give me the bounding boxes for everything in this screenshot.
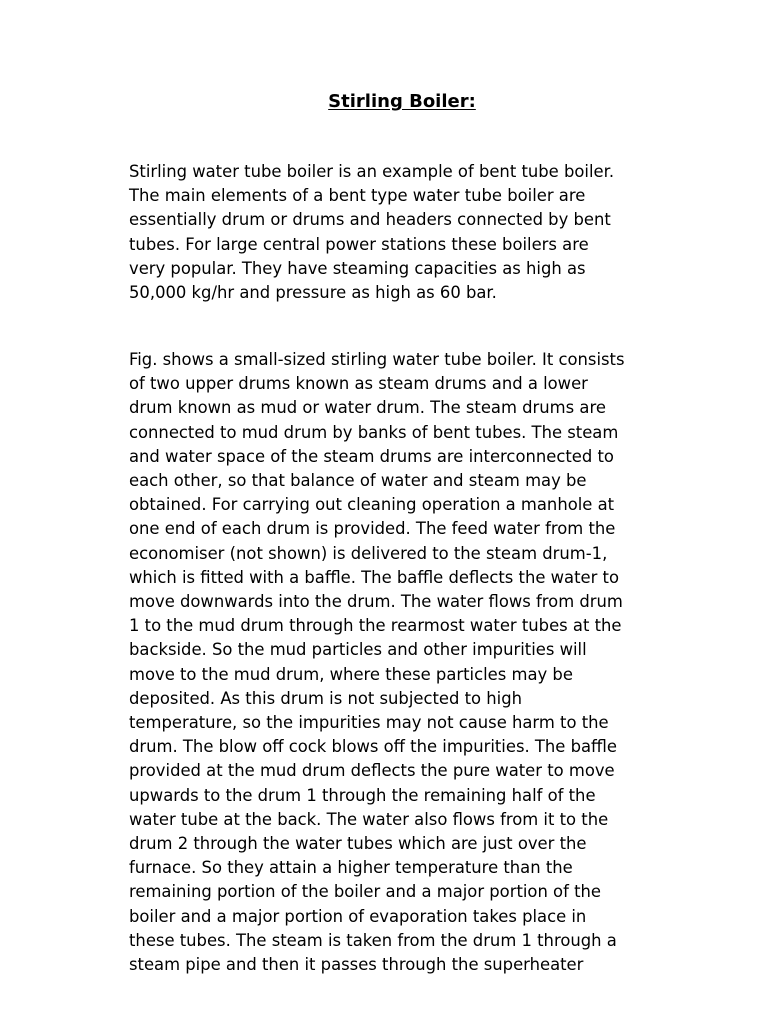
text-line: economiser (not shown) is delivered to the steam drum-1, (129, 543, 608, 563)
text-line: essentially drum or drums and headers connected by bent (129, 210, 611, 230)
text-line: water tube at the back. The water also flows from it to the (129, 809, 609, 829)
text-line: connected to mud drum by banks of bent tubes. The steam (129, 422, 619, 442)
text-line: one end of each drum is provided. The feed water from the (129, 519, 616, 539)
text-line: move to the mud drum, where these particles may be (129, 664, 573, 684)
text-line: deposited. As this drum is not subjected to high (129, 688, 522, 708)
text-line: remaining portion of the boiler and a major portion of the (129, 882, 601, 902)
text-line: provided at the mud drum deflects the pure water to move (129, 761, 615, 781)
text-line: temperature, so the impurities may not cause harm to the (129, 713, 609, 733)
page-title: Stirling Boiler: (328, 91, 476, 112)
text-line: obtained. For carrying out cleaning operation a manhole at (129, 495, 615, 515)
paragraph-intro (129, 160, 614, 305)
text-line: steam pipe and then it passes through the superheater (129, 955, 584, 975)
paragraph-description (129, 348, 625, 977)
text-line: backside. So the mud particles and other impurities will (129, 640, 587, 660)
text-line: The main elements of a bent type water tube boiler are (129, 186, 586, 206)
text-line: 1 to the mud drum through the rearmost water tubes at the (129, 616, 622, 636)
text-line: Fig. shows a small-sized stirling water tube boiler. It consists (129, 350, 625, 369)
text-line: furnace. So they attain a higher temperature than the (129, 858, 573, 878)
text-line: which is fitted with a baffle. The baffle deflects the water to (129, 567, 620, 587)
text-line: drum. The blow off cock blows off the impurities. The baffle (129, 737, 617, 757)
text-line: these tubes. The steam is taken from the drum 1 through a (129, 930, 617, 950)
text-line: and water space of the steam drums are interconnected to (129, 446, 614, 466)
text-line: drum known as mud or water drum. The steam drums are (129, 398, 606, 418)
text-line: move downwards into the drum. The water flows from drum (129, 592, 623, 612)
text-line: very popular. They have steaming capacities as high as (129, 258, 586, 278)
text-line: boiler and a major portion of evaporation takes place in (129, 906, 587, 926)
text-line: Stirling water tube boiler is an example of bent tube boiler. (129, 162, 615, 181)
text-line: 50,000 kg/hr and pressure as high as 60 bar. (129, 283, 497, 303)
text-line: of two upper drums known as steam drums and a lower (129, 374, 588, 394)
text-line: upwards to the drum 1 through the remaining half of the (129, 785, 596, 805)
text-line: drum 2 through the water tubes which are just over the (129, 834, 587, 854)
text-line: each other, so that balance of water and steam may be (129, 471, 587, 491)
text-line: tubes. For large central power stations these boilers are (129, 234, 589, 254)
